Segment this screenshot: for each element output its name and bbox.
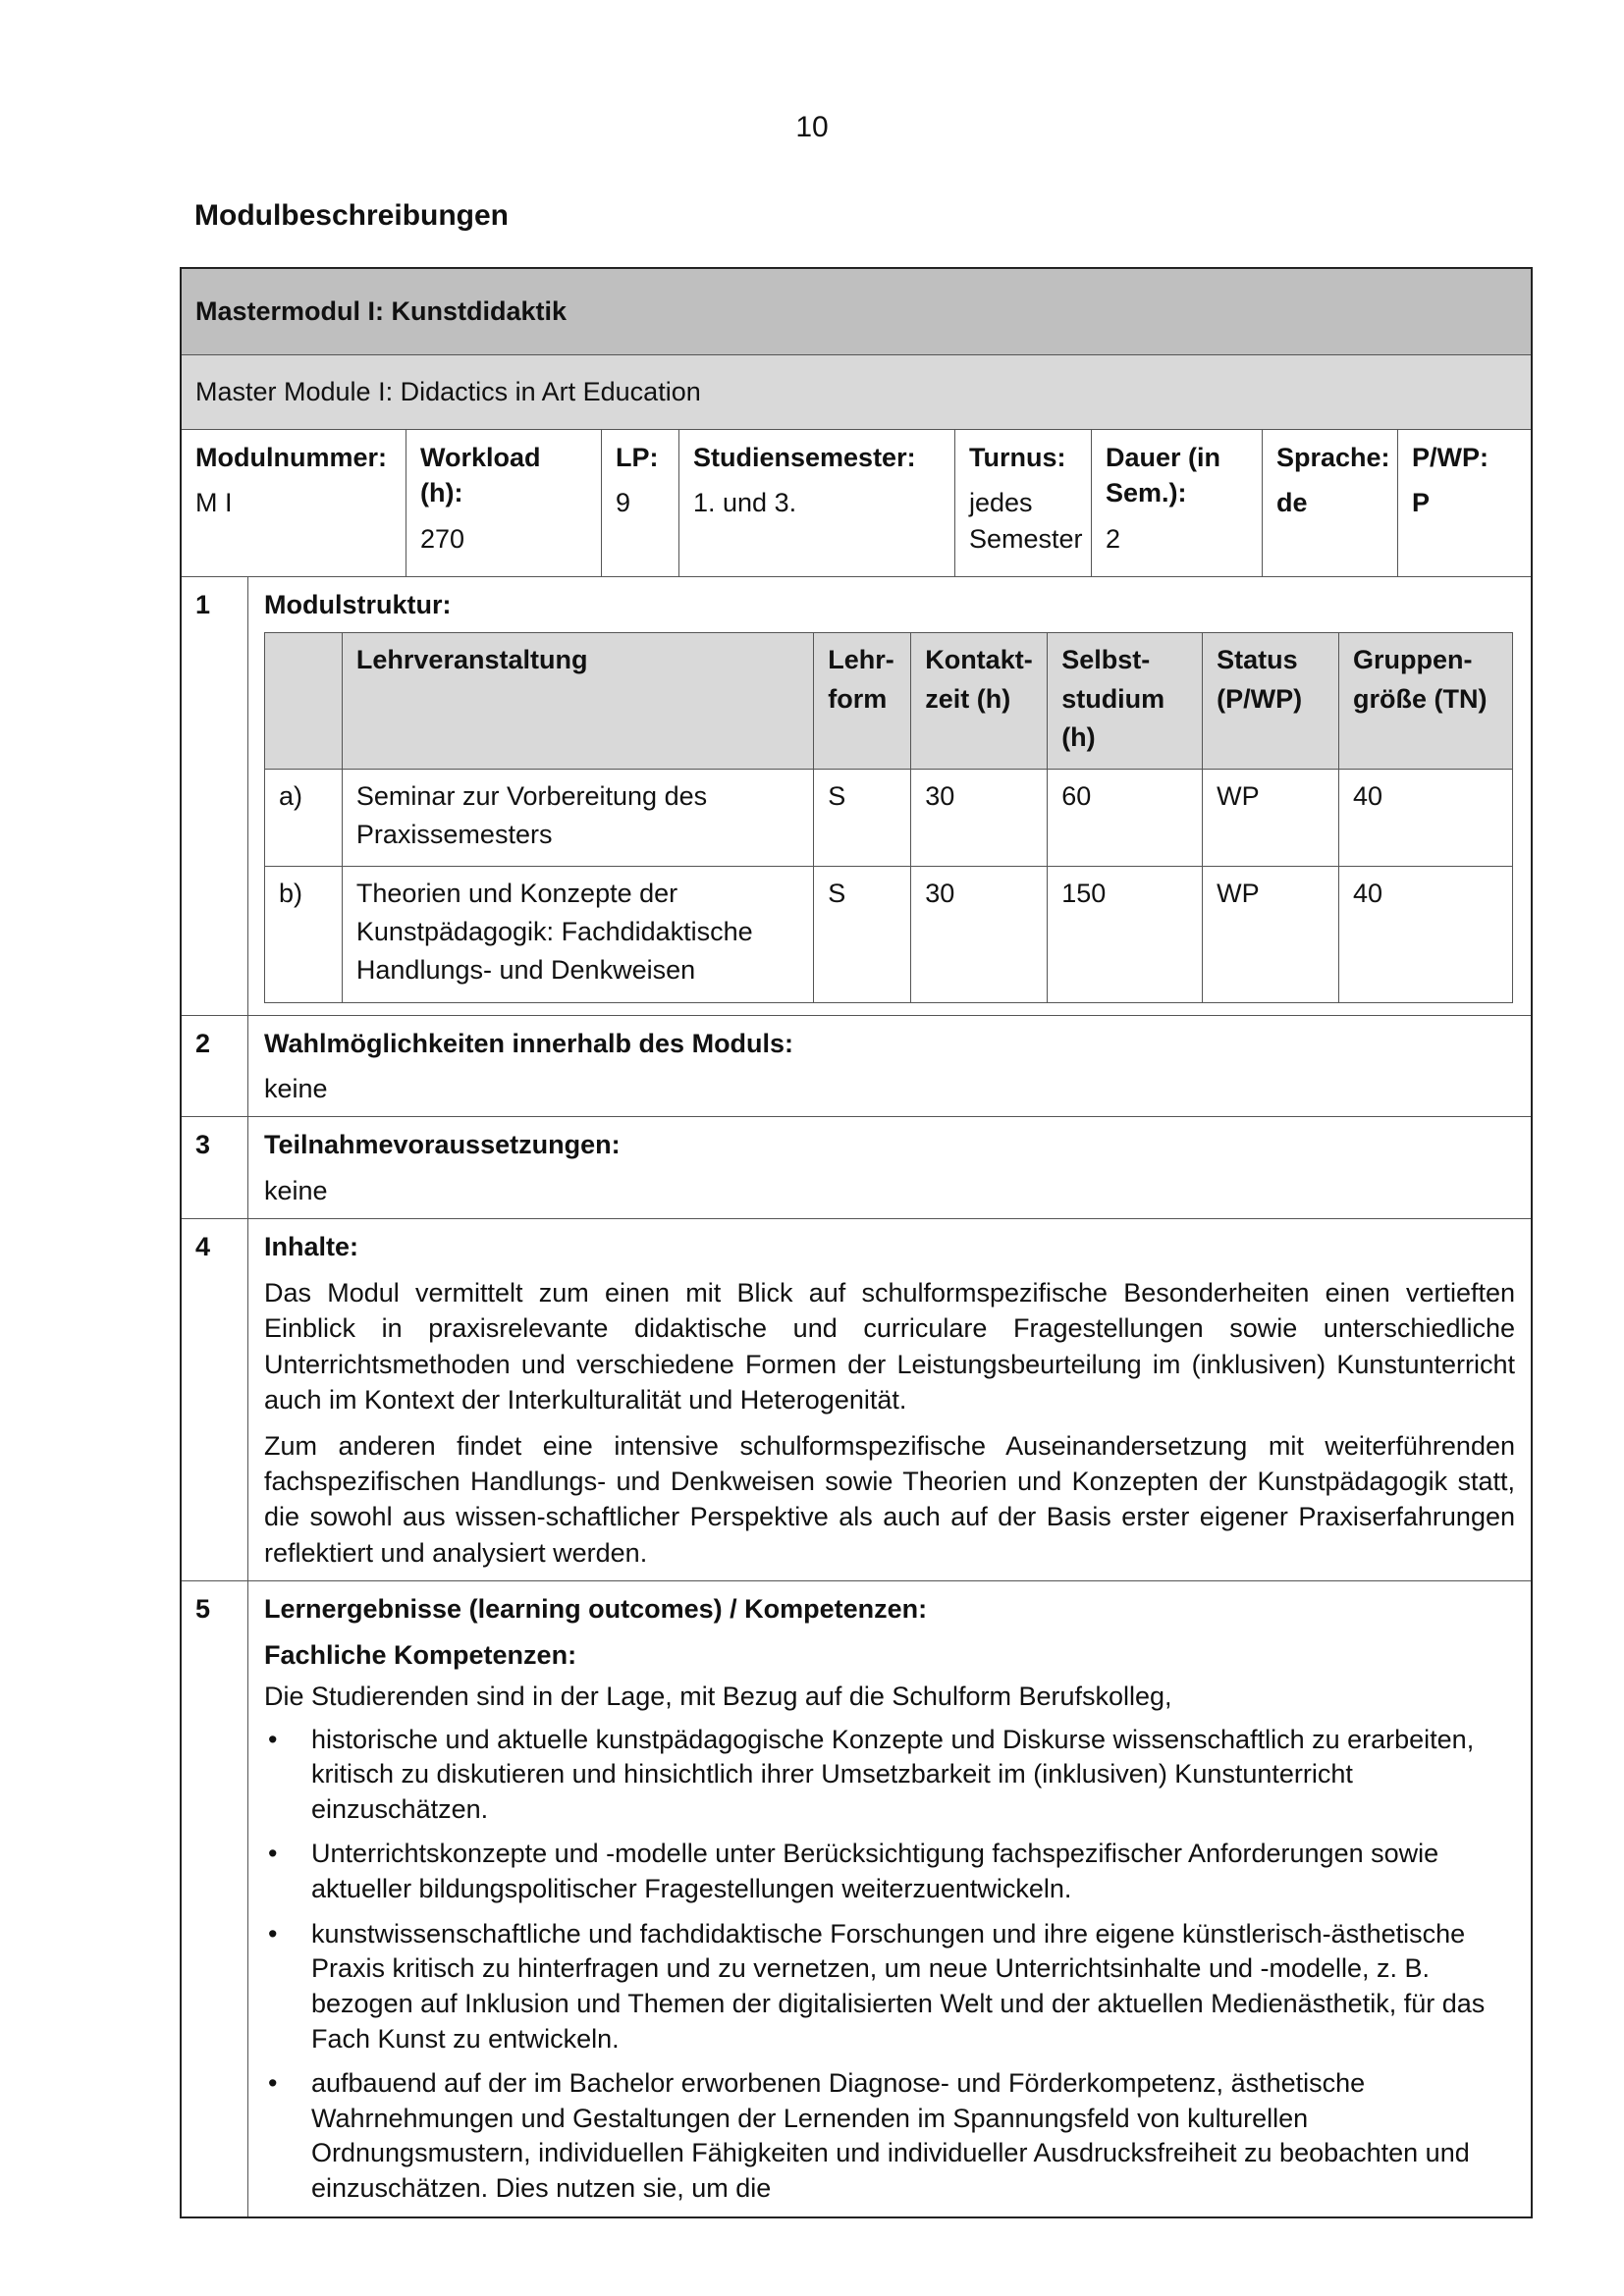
list-item: • aufbauend auf der im Bachelor erworbenen Diagnose- und Förderkompetenz, ästhetische Wahrnehmungen und Gestaltungen der Lernenden im Spannungsfeld von kulturellen Ordnungsmustern, individuellen Fähigkeiten und individueller Ausdrucksfreiheit zu beobachten und einzuschätzen. Dies nutzen sie, um die [264,2066,1515,2207]
module-meta-row [182,430,1531,577]
section-number: 5 [182,1581,248,2216]
section-4 [182,1219,1531,1581]
section-number: 3 [182,1117,248,1218]
module-table [180,267,1533,2218]
section-5 [182,1581,1531,2216]
meta-modulnummer: Modulnummer: M I [182,430,406,576]
section-2 [182,1016,1531,1118]
module-subtitle: Master Module I: Didactics in Art Education [182,355,1531,430]
section-label: Teilnahmevoraussetzungen: [264,1130,621,1160]
section-1 [182,577,1531,1016]
list-item: • kunstwissenschaftliche und fachdidaktische Forschungen und ihre eigene künstlerisch-ästhetische Praxis kritisch zu hinterfragen und zu vernetzen, um neue Unterrichtsinhalte und -modelle, z. B. bezogen auf Inklusion und Themen der digitalisierten Welt und der aktuellen Medienästhetik, für das Fach Kunst zu entwickeln. [264,1917,1515,2057]
meta-sprache: Sprache: de [1263,430,1398,576]
meta-turnus: Turnus: jedes Semester [955,430,1092,576]
meta-workload: Workload (h): 270 [406,430,602,576]
table-row: b) Theorien und Konzepte der Kunstpädagogik: Fachdidaktische Handlungs- und Denkweisen S 30 150 WP 40 [265,867,1513,1002]
bullet-icon: • [268,1724,278,1754]
section-number: 4 [182,1219,248,1580]
competence-list [264,1723,1515,2207]
course-table-header: Lehrveranstaltung Lehr-form Kontakt-zeit (h) Selbst-studium (h) Status (P/WP) Gruppen-größe (TN) [265,633,1513,769]
meta-studiensemester: Studiensemester: 1. und 3. [679,430,955,576]
meta-lp: LP: 9 [602,430,679,576]
intro-text: Die Studierenden sind in der Lage, mit Bezug auf die Schulform Berufskolleg, [264,1682,1172,1712]
section-number: 2 [182,1016,248,1117]
section-label: Modulstruktur: [264,590,452,619]
section-3 [182,1117,1531,1219]
meta-pwp: P/WP: P [1412,443,1489,518]
bullet-icon: • [268,1918,278,1949]
content-paragraph: Zum anderen findet eine intensive schulformspezifische Auseinandersetzung mit weiterführenden fachspezifischen Handlungs- und Denkweisen sowie Theorien und Konzepten der Kunstpädagogik statt, die sowohl aus wissen-schaftlicher Perspektive als auch auf der Basis erster eigener Praxiserfahrungen reflektiert und analysiert werden. [264,1430,1515,1568]
section-label: Inhalte: [264,1232,359,1262]
bullet-icon: • [268,1839,278,1869]
list-item: • historische und aktuelle kunstpädagogische Konzepte und Diskurse wissenschaftlich zu erarbeiten, kritisch zu diskutieren und hinsichtlich ihrer Umsetzbarkeit im (inklusiven) Kunstunterricht einzuschätzen. [264,1723,1515,1828]
section-number: 1 [182,577,248,1015]
course-table [264,632,1513,1002]
section-label: Wahlmöglichkeiten innerhalb des Moduls: [264,1028,794,1058]
page-number: 10 [795,111,829,143]
section-label: Lernergebnisse (learning outcomes) / Kompetenzen: [264,1594,928,1625]
meta-dauer: Dauer (in Sem.): 2 [1092,430,1263,576]
page-title: Modulbeschreibungen [194,199,510,232]
table-row: a) Seminar zur Vorbereitung des Praxissemesters S 30 60 WP 40 [265,769,1513,866]
module-title: Mastermodul I: Kunstdidaktik [182,269,1531,355]
bullet-icon: • [268,2068,278,2099]
list-item: • Unterrichtskonzepte und -modelle unter Berücksichtigung fachspezifischer Anforderungen sowie aktueller bildungspolitischer Fragestellungen weiterzuentwickeln. [264,1837,1515,1906]
section-value: keine [264,1175,328,1205]
section-value: keine [264,1074,328,1103]
content-paragraph: Das Modul vermittelt zum einen mit Blick auf schulformspezifische Besonderheiten einen vertieften Einblick in praxisrelevante didaktische und curriculare Fragestellungen sowie unterschiedliche Unterrichtsmethoden und verschiedene Formen der Leistungsbeurteilung im (inklusiven) Kunstunterricht auch im Kontext der Interkulturalität und Heterogenität. [264,1277,1515,1415]
subsection-label: Fachliche Kompetenzen: [264,1639,577,1670]
